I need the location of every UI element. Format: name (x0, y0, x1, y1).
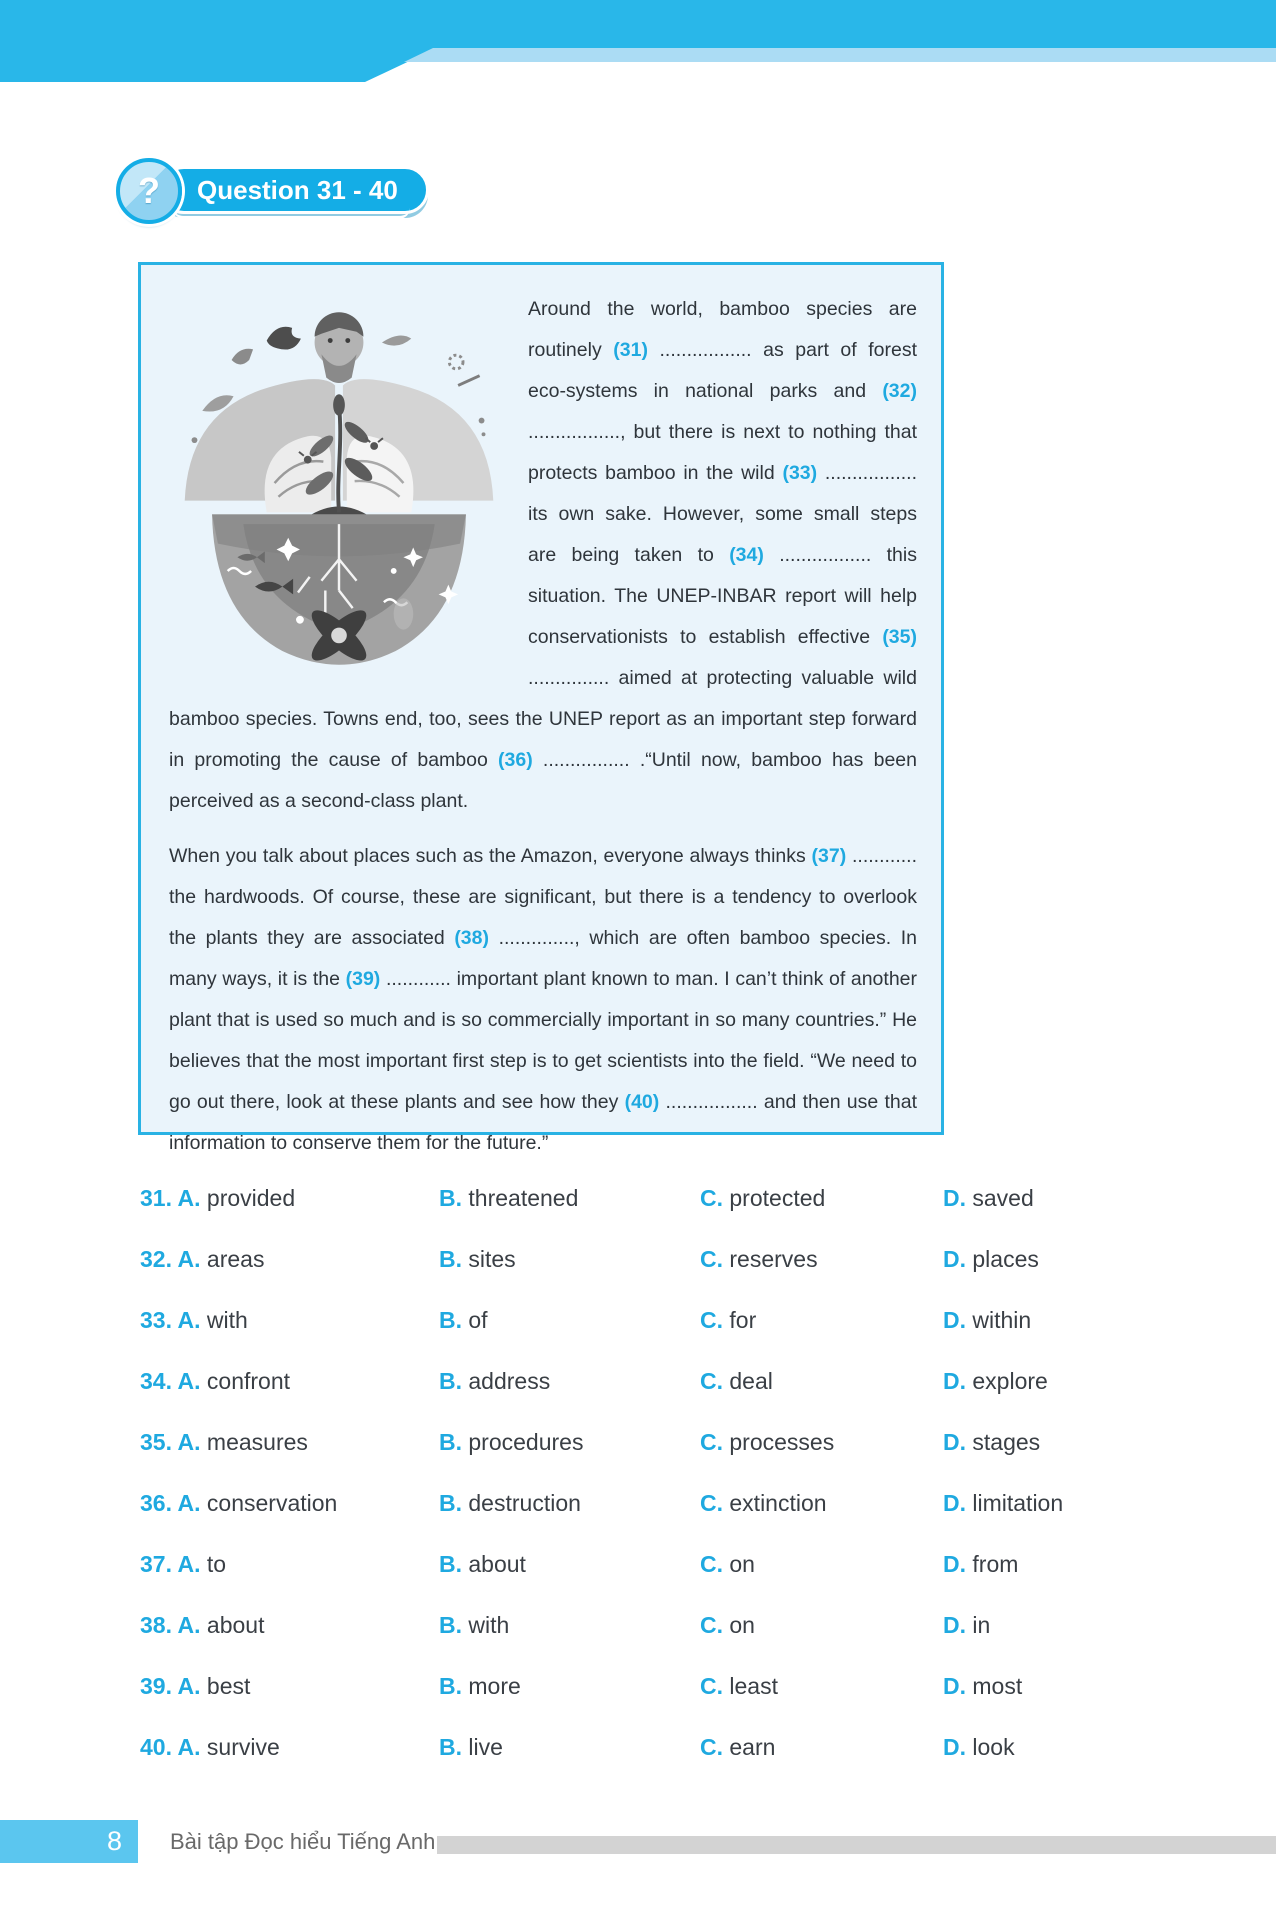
book-title: Bài tập Đọc hiểu Tiếng Anh (170, 1829, 436, 1854)
option-text: reserves (723, 1246, 818, 1272)
option-letter: D. (943, 1307, 966, 1333)
option-letter: C. (700, 1429, 723, 1455)
option-text: address (462, 1368, 551, 1394)
option-text: live (462, 1734, 503, 1760)
option-c (700, 1307, 943, 1334)
option-text: stages (966, 1429, 1041, 1455)
option-text: most (966, 1673, 1023, 1699)
blank-marker: (34) (729, 544, 764, 566)
option-letter: D. (943, 1429, 966, 1455)
footer-divider (437, 1836, 1276, 1854)
option-d (943, 1185, 1150, 1212)
option-letter: 38. A. (140, 1612, 201, 1638)
option-row (140, 1290, 1150, 1351)
option-letter: B. (439, 1185, 462, 1211)
option-letter: C. (700, 1673, 723, 1699)
page-number-badge (0, 1820, 138, 1863)
option-c (700, 1490, 943, 1517)
option-text: look (966, 1734, 1015, 1760)
option-letter: 35. A. (140, 1429, 201, 1455)
option-text: to (200, 1551, 227, 1577)
option-a (140, 1368, 439, 1395)
option-c (700, 1185, 943, 1212)
header-stripe-shape (404, 48, 1276, 62)
option-letter: D. (943, 1551, 966, 1577)
option-letter: C. (700, 1734, 723, 1760)
option-letter: D. (943, 1612, 966, 1638)
option-text: deal (723, 1368, 773, 1394)
option-letter: C. (700, 1246, 723, 1272)
option-text: least (723, 1673, 778, 1699)
option-letter: 37. A. (140, 1551, 201, 1577)
option-text: within (966, 1307, 1032, 1333)
passage-box (138, 262, 944, 1154)
option-letter: 33. A. (140, 1307, 201, 1333)
option-b (439, 1551, 700, 1578)
blank-marker: (33) (782, 462, 818, 484)
option-letter: D. (943, 1490, 966, 1516)
header-banner (0, 0, 1276, 82)
option-b (439, 1490, 700, 1517)
option-row (140, 1412, 1150, 1473)
option-text: survive (200, 1734, 280, 1760)
option-a (140, 1185, 439, 1212)
option-c (700, 1612, 943, 1639)
option-text: extinction (723, 1490, 827, 1516)
option-row (140, 1656, 1150, 1717)
option-text: limitation (966, 1490, 1064, 1516)
option-letter: C. (700, 1551, 723, 1577)
option-text: about (200, 1612, 265, 1638)
blank-marker: (35) (882, 626, 917, 648)
option-b (439, 1673, 700, 1700)
option-letter: 40. A. (140, 1734, 201, 1760)
option-letter: D. (943, 1673, 966, 1699)
blank-marker: (32) (882, 380, 917, 402)
option-a (140, 1307, 439, 1334)
blank-marker: (36) (498, 749, 533, 771)
option-text: earn (723, 1734, 776, 1760)
option-d (943, 1307, 1150, 1334)
conservation-illustration-svg (173, 289, 505, 685)
option-text: processes (723, 1429, 835, 1455)
option-row (140, 1229, 1150, 1290)
option-b (439, 1246, 700, 1273)
option-text: saved (966, 1185, 1034, 1211)
option-text: measures (200, 1429, 308, 1455)
option-a (140, 1734, 439, 1761)
option-b (439, 1307, 700, 1334)
header-cyan-shape (0, 0, 1276, 82)
option-b (439, 1612, 700, 1639)
option-letter: B. (439, 1307, 462, 1333)
option-a (140, 1490, 439, 1517)
option-letter: D. (943, 1246, 966, 1272)
option-b (439, 1734, 700, 1761)
question-range-label: Question 31 - 40 (197, 174, 398, 205)
option-row (140, 1168, 1150, 1229)
option-text: sites (462, 1246, 516, 1272)
option-letter: D. (943, 1734, 966, 1760)
blank-marker: (39) (345, 968, 381, 990)
option-d (943, 1246, 1150, 1273)
question-mark-icon (116, 158, 182, 224)
option-a (140, 1429, 439, 1456)
question-mark-glyph: ? (138, 170, 160, 211)
option-text: in (966, 1612, 991, 1638)
option-letter: B. (439, 1673, 462, 1699)
option-c (700, 1551, 943, 1578)
option-text: about (462, 1551, 526, 1577)
option-text: on (723, 1551, 755, 1577)
blank-marker: (38) (454, 927, 489, 949)
option-letter: B. (439, 1490, 462, 1516)
option-c (700, 1368, 943, 1395)
option-c (700, 1673, 943, 1700)
option-letter: 36. A. (140, 1490, 201, 1516)
blank-marker: (40) (624, 1091, 660, 1113)
option-row (140, 1717, 1150, 1778)
option-letter: 31. A. (140, 1185, 201, 1211)
option-text: explore (966, 1368, 1048, 1394)
question-range-badge (160, 166, 429, 214)
option-d (943, 1429, 1150, 1456)
option-text: places (966, 1246, 1039, 1272)
option-letter: C. (700, 1307, 723, 1333)
option-b (439, 1368, 700, 1395)
option-text: procedures (462, 1429, 584, 1455)
option-letter: B. (439, 1246, 462, 1272)
option-text: on (723, 1612, 755, 1638)
option-row (140, 1595, 1150, 1656)
option-text: best (200, 1673, 251, 1699)
option-text: conservation (200, 1490, 338, 1516)
option-letter: C. (700, 1612, 723, 1638)
option-text: provided (200, 1185, 296, 1211)
option-text: areas (200, 1246, 265, 1272)
option-letter: D. (943, 1368, 966, 1394)
option-letter: B. (439, 1368, 462, 1394)
option-a (140, 1246, 439, 1273)
option-letter: B. (439, 1429, 462, 1455)
page-number: 8 (106, 1826, 122, 1856)
option-text: with (462, 1612, 510, 1638)
option-text: threatened (462, 1185, 579, 1211)
option-row (140, 1534, 1150, 1595)
option-text: destruction (462, 1490, 581, 1516)
option-row (140, 1473, 1150, 1534)
option-letter: 39. A. (140, 1673, 201, 1699)
option-d (943, 1551, 1150, 1578)
passage-paragraph: When you talk about places such as the Amazon, everyone always thinks (37) ............ the hardwoods. Of course, these are significant, but there is a tendency to overlook the plants they are associated (38) .............., which are often bamboo species. In many ways, it is the (39) ............ important plant known to man. I can’t think of another plant that is used so much and is so commercially important in so many countries.” He believes that the most important first step is to get scientists into the field. “We need to go out there, look at these plants and see how they (40) ................. and then use that information to conserve them for the future.” (169, 845, 917, 1154)
option-d (943, 1673, 1150, 1700)
option-letter: C. (700, 1185, 723, 1211)
option-a (140, 1551, 439, 1578)
option-text: with (200, 1307, 248, 1333)
option-letter: 34. A. (140, 1368, 201, 1394)
option-text: more (462, 1673, 521, 1699)
option-d (943, 1490, 1150, 1517)
option-letter: 32. A. (140, 1246, 201, 1272)
option-b (439, 1429, 700, 1456)
option-text: of (462, 1307, 488, 1333)
option-c (700, 1246, 943, 1273)
option-d (943, 1612, 1150, 1639)
option-letter: B. (439, 1551, 462, 1577)
passage-paragraph: Around the world, bamboo species are routinely (31) ................. as part of forest eco-systems in national parks and (32) ................., but there is next to nothing that protects bamboo in the wild (33) ................. its own sake. However, some small steps are being taken to (34) ................. this situation. The UNEP-INBAR report will help conservationists to establish effective (35) ............... aimed at protecting valuable wild bamboo species. Towns end, too, sees the UNEP report as an important step forward in promoting the cause of bamboo (36) ................ .“Until now, bamboo has been perceived as a second-class plant. (169, 298, 918, 812)
options-list (140, 1168, 1150, 1778)
option-letter: C. (700, 1490, 723, 1516)
option-c (700, 1734, 943, 1761)
blank-marker: (31) (613, 339, 648, 361)
option-letter: C. (700, 1368, 723, 1394)
option-text: confront (200, 1368, 291, 1394)
option-d (943, 1368, 1150, 1395)
blank-marker: (37) (811, 845, 847, 867)
option-c (700, 1429, 943, 1456)
option-letter: B. (439, 1734, 462, 1760)
option-text: for (723, 1307, 757, 1333)
option-text: from (966, 1551, 1019, 1577)
option-letter: D. (943, 1185, 966, 1211)
option-d (943, 1734, 1150, 1761)
option-text: protected (723, 1185, 826, 1211)
option-b (439, 1185, 700, 1212)
conservation-illustration (169, 289, 528, 691)
option-a (140, 1673, 439, 1700)
option-letter: B. (439, 1612, 462, 1638)
option-row (140, 1351, 1150, 1412)
option-a (140, 1612, 439, 1639)
